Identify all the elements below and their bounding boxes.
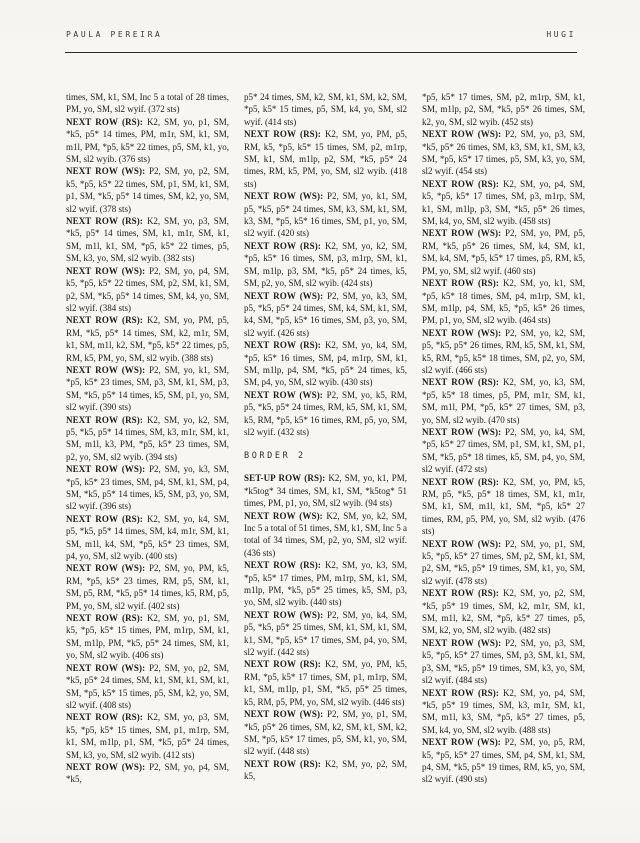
row-instructions: P2, SM, yo, p3, SM, *k5, p5* 26 times, SM, k3, SM, k1, SM, k3, SM, *p5, k5* 17 times, p5, SM, k3, yo, SM, sl2 wyif. (454 sts) bbox=[422, 129, 586, 177]
pattern-paragraph bbox=[66, 414, 229, 464]
row-instructions: times, SM, k1, SM, Inc 5 a total of 28 times, PM, yo, SM, sl2 wyif. (372 sts) bbox=[66, 92, 229, 115]
pattern-paragraph bbox=[244, 708, 407, 758]
row-instructions: P2, SM, yo, PM, k5, RM, *p5, k5* 23 times, RM, p5, SM, k1, SM, p5, RM, *k5, p5* 14 times, k5, RM, p5, PM, yo, SM, sl2 wyif. (402 sts) bbox=[66, 563, 230, 611]
row-label: NEXT ROW (WS): bbox=[244, 290, 324, 301]
row-instructions: K2, SM, yo, p1, SM, k5, *p5, k5* 15 times, PM, m1rp, SM, k1, SM, m1lp, PM, *k5, p5* 24 times, SM, k1, yo, SM, sl2 wyib. (406 sts) bbox=[66, 613, 230, 661]
row-instructions: K2, SM, yo, p4, SM, *k5, p5* 19 times, SM, k3, m1r, SM, k1, SM, m1l, k3, SM, *p5, k5* 27 times, p5, SM, k4, yo, SM, sl2 wyib. (488 sts) bbox=[422, 687, 586, 735]
row-label: NEXT ROW (WS): bbox=[66, 364, 146, 375]
row-label: NEXT ROW (WS): bbox=[422, 327, 502, 338]
pattern-paragraph bbox=[244, 389, 407, 439]
row-instructions: P2, SM, yo, k5, RM, p5, *k5, p5* 24 times, RM, k5, SM, k1, SM, k5, RM, *p5, k5* 16 times, RM, p5, yo, SM, sl2 wyif. (432 sts) bbox=[244, 389, 407, 437]
row-instructions: K2, SM, yo, p3, SM, *k5, p5* 14 times, SM, k1, m1r, SM, k1, SM, m1l, k1, SM, *p5, k5* 22 times, p5, SM, k3, yo, SM, sl2 wyib. (382 sts) bbox=[66, 216, 230, 264]
row-instructions: K2, SM, yo, PM, p5, RM, *k5, p5* 14 times, SM, k2, m1r, SM, k1, SM, m1l, k2, SM, *p5, k5* 22 times, p5, RM, k5, PM, yo, SM, sl2 wyib. (388 sts) bbox=[66, 315, 230, 363]
pattern-paragraph bbox=[422, 376, 585, 426]
pattern-paragraph bbox=[244, 658, 407, 708]
text-column-2 bbox=[244, 91, 407, 786]
row-label: NEXT ROW (WS): bbox=[66, 265, 146, 276]
pattern-paragraph bbox=[244, 128, 407, 190]
pattern-paragraph bbox=[422, 637, 585, 687]
pattern-paragraph bbox=[244, 472, 407, 509]
row-label: NEXT ROW (WS): bbox=[422, 538, 502, 549]
row-instructions: K2, SM, yo, k1, SM, *p5, k5* 18 times, SM, p4, m1rp, SM, k1, SM, m1lp, p4, SM, k5, *p5, k5* 26 times, PM, p1, yo, SM, sl2 wyib. (464 sts) bbox=[422, 278, 586, 326]
pattern-paragraph bbox=[244, 339, 407, 389]
row-label: NEXT ROW (RS): bbox=[244, 758, 321, 769]
pattern-paragraph bbox=[244, 609, 407, 659]
section-heading: BORDER 2 bbox=[244, 451, 306, 462]
pattern-paragraph bbox=[66, 711, 229, 761]
row-label: NEXT ROW (RS): bbox=[422, 377, 499, 388]
pattern-paragraph bbox=[422, 538, 585, 588]
row-label: NEXT ROW (RS): bbox=[422, 178, 499, 189]
row-label: NEXT ROW (WS): bbox=[66, 464, 146, 475]
masthead bbox=[66, 30, 576, 39]
row-instructions: K2, SM, yo, k3, SM, *p5, k5* 18 times, p5, PM, m1r, SM, k1, SM, m1l, PM, *p5, k5* 27 times, SM, p3, yo, SM, sl2 wyib. (470 sts) bbox=[422, 377, 586, 425]
pattern-paragraph bbox=[66, 513, 229, 563]
pattern-paragraph bbox=[66, 364, 229, 414]
row-label: NEXT ROW (RS): bbox=[66, 315, 143, 326]
pattern-paragraph bbox=[66, 265, 229, 315]
row-instructions: K2, SM, yo, p1, SM, *k5, p5* 14 times, PM, m1r, SM, k1, SM, m1l, PM, *p5, k5* 22 times, p5, SM, k1, yo, SM, sl2 wyib. (376 sts) bbox=[66, 116, 230, 165]
row-label: NEXT ROW (WS): bbox=[66, 563, 146, 574]
row-instructions: P2, SM, yo, p4, SM, k5, *p5, k5* 22 times, SM, p2, SM, k1, SM, p2, SM, *k5, p5* 14 times, SM, k4, yo, SM, sl2 wyif. (384 sts) bbox=[66, 265, 230, 313]
row-label: NEXT ROW (RS): bbox=[244, 240, 321, 251]
row-instructions: P2, SM, yo, p5, RM, k5, *p5, k5* 27 times, SM, p4, SM, k1, SM, p4, SM, *k5, p5* 19 times, RM, k5, yo, SM, sl2 wyif. (490 sts) bbox=[422, 737, 585, 785]
row-label: NEXT ROW (WS): bbox=[244, 389, 323, 400]
pattern-text-area bbox=[66, 91, 585, 786]
pattern-paragraph bbox=[66, 165, 229, 215]
header-rule bbox=[65, 52, 577, 53]
pattern-paragraph bbox=[66, 612, 229, 662]
row-instructions: K2, SM, yo, PM, p5, RM, k5, *p5, k5* 15 times, SM, p2, m1rp, SM, k1, SM, m1lp, p2, SM, *k5, p5* 24 times, RM, k5, PM, yo, SM, sl2 wyib. (418 sts) bbox=[244, 129, 408, 189]
pattern-paragraph bbox=[244, 559, 407, 609]
pattern-paragraph bbox=[422, 327, 585, 377]
pattern-paragraph bbox=[66, 662, 229, 712]
pattern-paragraph bbox=[244, 240, 407, 290]
row-instructions: P2, SM, yo, p3, SM, k5, *p5, k5* 27 times, SM, p3, SM, k1, SM, p3, SM, *k5, p5* 19 times, SM, k3, yo, SM, sl2 wyif. (484 sts) bbox=[422, 637, 586, 686]
row-instructions: P2, SM, yo, PM, p5, RM, *k5, p5* 26 times, SM, k4, SM, k1, SM, k4, SM, *p5, k5* 17 times, p5, RM, k5, PM, yo, SM, sl2 wyif. (460 sts) bbox=[422, 228, 586, 276]
row-instructions: P2, SM, yo, k1, SM, p5, *k5, p5* 24 times, SM, k3, SM, k1, SM, k3, SM, *p5, k5* 16 times, SM, p1, yo, SM, sl2 wyif. (420 sts) bbox=[244, 191, 408, 239]
row-instructions: K2, SM, yo, p4, SM, k5, *p5, k5* 17 times, SM, p3, m1rp, SM, k1, SM, m1lp, p3, SM, *k5, p5* 26 times, SM, k4, yo, SM, sl2 wyib. (458 sts) bbox=[422, 178, 586, 227]
pattern-title: HUGI bbox=[546, 30, 576, 39]
row-label: NEXT ROW (WS): bbox=[422, 426, 502, 437]
row-label: NEXT ROW (RS): bbox=[244, 560, 321, 571]
row-label: NEXT ROW (RS): bbox=[244, 340, 321, 351]
pattern-paragraph bbox=[422, 687, 585, 737]
row-instructions: *p5, k5* 17 times, SM, p2, m1rp, SM, k1, SM, m1lp, p2, SM, *k5, p5* 26 times, SM, k2, yo, SM, sl2 wyib. (452 sts) bbox=[422, 92, 585, 127]
pattern-paragraph bbox=[422, 178, 585, 228]
pattern-paragraph bbox=[422, 476, 585, 538]
row-label: NEXT ROW (RS): bbox=[422, 687, 499, 698]
row-instructions: K2, SM, yo, k1, PM, *k5tog* 34 times, SM, k1, SM, *k5tog* 51 times, PM, p1, yo, SM, sl2 wyib. (94 sts) bbox=[244, 473, 408, 509]
pattern-paragraph bbox=[244, 190, 407, 240]
pattern-paragraph bbox=[66, 91, 229, 116]
row-label: NEXT ROW (WS): bbox=[66, 662, 146, 673]
row-instructions: K2, SM, yo, p2, SM, *k5, p5* 19 times, SM, k2, m1r, SM, k1, SM, m1l, k2, SM, *p5, k5* 27 times, p5, SM, k2, yo, SM, sl2 wyib. (482 sts) bbox=[422, 588, 586, 636]
pattern-paragraph bbox=[66, 215, 229, 265]
row-label: NEXT ROW (RS): bbox=[244, 129, 321, 140]
pattern-paragraph bbox=[422, 736, 585, 786]
row-instructions: P2, SM, yo, k4, SM, *p5, k5* 27 times, SM, p1, SM, k1, SM, p1, SM, *k5, p5* 18 times, k5, SM, p4, yo, SM, sl2 wyif. (472 sts) bbox=[422, 426, 586, 475]
row-instructions: K2, SM, yo, k3, SM, *p5, k5* 17 times, PM, m1rp, SM, k1, SM, m1lp, PM, *k5, p5* 25 times, k5, SM, p3, yo, SM, sl2 wyib. (440 sts) bbox=[244, 560, 408, 608]
pattern-paragraph bbox=[244, 290, 407, 340]
row-label: NEXT ROW (WS): bbox=[244, 709, 324, 720]
row-instructions: P2, SM, yo, p4, SM, *k5, bbox=[66, 761, 230, 785]
row-instructions: K2, SM, yo, PM, k5, RM, *p5, k5* 17 times, SM, p1, m1rp, SM, k1, SM, m1lp, p1, SM, *k5, p5* 25 times, k5, RM, p5, PM, yo, SM, sl2 wyib. (446 sts) bbox=[244, 659, 408, 707]
row-instructions: K2, SM, yo, k2, SM, *p5, k5* 16 times, SM, p3, m1rp, SM, k1, SM, m1lp, p3, SM, *k5, p5* 24 times, k5, SM, p2, yo, SM, sl2 wyib. (424 sts) bbox=[244, 240, 408, 289]
row-instructions: P2, SM, yo, k2, SM, p5, *k5, p5* 26 times, RM, k5, SM, k1, SM, k5, RM, *p5, k5* 18 times, SM, p2, yo, SM, sl2 wyif. (466 sts) bbox=[422, 327, 586, 375]
row-instructions: P2, SM, yo, p2, SM, k5, *p5, k5* 22 times, SM, p1, SM, k1, SM, p1, SM, *k5, p5* 14 times, SM, k2, yo, SM, sl2 wyif. (378 sts) bbox=[66, 166, 230, 214]
row-label: NEXT ROW (RS): bbox=[422, 588, 499, 599]
pattern-paragraph bbox=[422, 426, 585, 476]
row-label: NEXT ROW (WS): bbox=[66, 761, 146, 772]
row-label: NEXT ROW (RS): bbox=[66, 216, 143, 227]
row-instructions: K2, SM, yo, p3, SM, k5, *p5, k5* 15 times, SM, p1, m1rp, SM, k1, SM, m1lp, p1, SM, *k5, p5* 24 times, SM, k3, yo, SM, sl2 wyib. (412 sts) bbox=[66, 712, 230, 760]
row-label: NEXT ROW (WS): bbox=[422, 737, 501, 748]
pattern-paragraph bbox=[422, 91, 585, 128]
row-instructions: P2, SM, yo, p1, SM, *k5, p5* 26 times, SM, k2, SM, k1, SM, k2, SM, *p5, k5* 17 times, p5, SM, k1, yo, SM, sl2 wyif. (448 sts) bbox=[244, 709, 408, 757]
pattern-paragraph bbox=[66, 463, 229, 513]
pattern-paragraph bbox=[422, 227, 585, 277]
row-instructions: K2, SM, yo, PM, k5, RM, p5, *k5, p5* 18 times, SM, k1, m1r, SM, k1, SM, m1l, k1, SM, *p5, k5* 27 times, RM, p5, PM, yo, SM, sl2 wyib. (476 sts) bbox=[422, 476, 586, 537]
row-label: NEXT ROW (RS): bbox=[66, 513, 143, 524]
row-label: NEXT ROW (RS): bbox=[422, 476, 499, 487]
pattern-paragraph bbox=[66, 314, 229, 364]
row-label: NEXT ROW (RS): bbox=[66, 414, 143, 425]
row-instructions: P2, SM, yo, k3, SM, *p5, k5* 23 times, SM, p4, SM, k1, SM, p4, SM, *k5, p5* 14 times, k5, SM, p3, yo, SM, sl2 wyif. (396 sts) bbox=[66, 464, 230, 512]
row-instructions: P2, SM, yo, k4, SM, p5, *k5, p5* 25 times, SM, k1, SM, k1, SM, k1, SM, *p5, k5* 17 times, SM, p4, yo, SM, sl2 wyif. (442 sts) bbox=[244, 609, 408, 658]
row-label: NEXT ROW (WS): bbox=[66, 166, 146, 177]
row-instructions: K2, SM, yo, k4, SM, *p5, k5* 16 times, SM, p4, m1rp, SM, k1, SM, m1lp, p4, SM, *k5, p5* 24 times, k5, SM, p4, yo, SM, sl2 wyib. (430 sts) bbox=[244, 340, 408, 388]
row-instructions: P2, SM, yo, p1, SM, k5, *p5, k5* 27 times, SM, p2, SM, k1, SM, p2, SM, *k5, p5* 19 times, SM, k1, yo, SM, sl2 wyif. (478 sts) bbox=[422, 538, 586, 586]
row-instructions: K2, SM, yo, k2, SM, Inc 5 a total of 51 times, SM, k1, SM, Inc 5 a total of 34 times, SM, p2, yo, SM, sl2 wyif. (436 sts) bbox=[244, 510, 407, 558]
row-label: NEXT ROW (RS): bbox=[66, 712, 143, 723]
author-name: PAULA PEREIRA bbox=[66, 30, 163, 39]
text-column-1 bbox=[66, 91, 229, 786]
row-instructions: K2, SM, yo, k4, SM, p5, *k5, p5* 14 times, SM, k4, m1r, SM, k1, SM, m1l, k4, SM, *p5, k5* 23 times, SM, p4, yo, SM, sl2 wyib. (400 sts) bbox=[66, 513, 230, 562]
pattern-paragraph bbox=[244, 510, 407, 560]
pattern-paragraph bbox=[66, 116, 229, 166]
pattern-paragraph bbox=[422, 277, 585, 327]
row-label: NEXT ROW (RS): bbox=[422, 278, 499, 289]
row-label: NEXT ROW (RS): bbox=[66, 613, 143, 624]
pattern-paragraph bbox=[244, 91, 407, 128]
row-label: NEXT ROW (WS): bbox=[422, 228, 502, 239]
row-label: NEXT ROW (WS): bbox=[422, 129, 502, 140]
row-label: NEXT ROW (WS): bbox=[422, 637, 502, 648]
row-instructions: K2, SM, yo, p2, SM, k5, bbox=[244, 758, 408, 782]
pattern-paragraph bbox=[66, 562, 229, 612]
pattern-paragraph bbox=[244, 758, 407, 783]
row-instructions: P2, SM, yo, p2, SM, *k5, p5* 24 times, SM, k1, SM, k1, SM, k1, SM, *p5, k5* 15 times, p5, SM, k2, yo, SM, sl2 wyif. (408 sts) bbox=[66, 662, 230, 710]
row-instructions: K2, SM, yo, k2, SM, p5, *k5, p5* 14 times, SM, k3, m1r, SM, k1, SM, m1l, k3, PM, *p5, k5* 23 times, SM, p2, yo, SM, sl2 wyib. (394 sts) bbox=[66, 414, 230, 462]
row-instructions: P2, SM, yo, k1, SM, *p5, k5* 23 times, SM, p3, SM, k1, SM, p3, SM, *k5, p5* 14 times, k5, SM, p1, yo, SM, sl2 wyif. (390 sts) bbox=[66, 364, 230, 413]
row-label: SET-UP ROW (RS): bbox=[244, 473, 326, 484]
row-label: NEXT ROW (RS): bbox=[244, 659, 321, 670]
row-label: NEXT ROW (RS): bbox=[66, 116, 143, 127]
row-label: NEXT ROW (WS): bbox=[244, 609, 324, 620]
pattern-paragraph bbox=[422, 128, 585, 178]
row-label: NEXT ROW (WS): bbox=[244, 191, 324, 202]
pattern-paragraph bbox=[66, 761, 229, 786]
row-instructions: P2, SM, yo, k3, SM, p5, *k5, p5* 24 times, SM, k4, SM, k1, SM, k4, SM, *p5, k5* 16 times, SM, p3, yo, SM, sl2 wyif. (426 sts) bbox=[244, 290, 408, 338]
row-label: NEXT ROW (WS): bbox=[244, 510, 323, 521]
pattern-paragraph bbox=[422, 587, 585, 637]
row-instructions: p5* 24 times, SM, k2, SM, k1, SM, k2, SM, *p5, k5* 15 times, p5, SM, k4, yo, SM, sl2 wyif. (414 sts) bbox=[244, 92, 407, 127]
text-column-3 bbox=[422, 91, 585, 786]
